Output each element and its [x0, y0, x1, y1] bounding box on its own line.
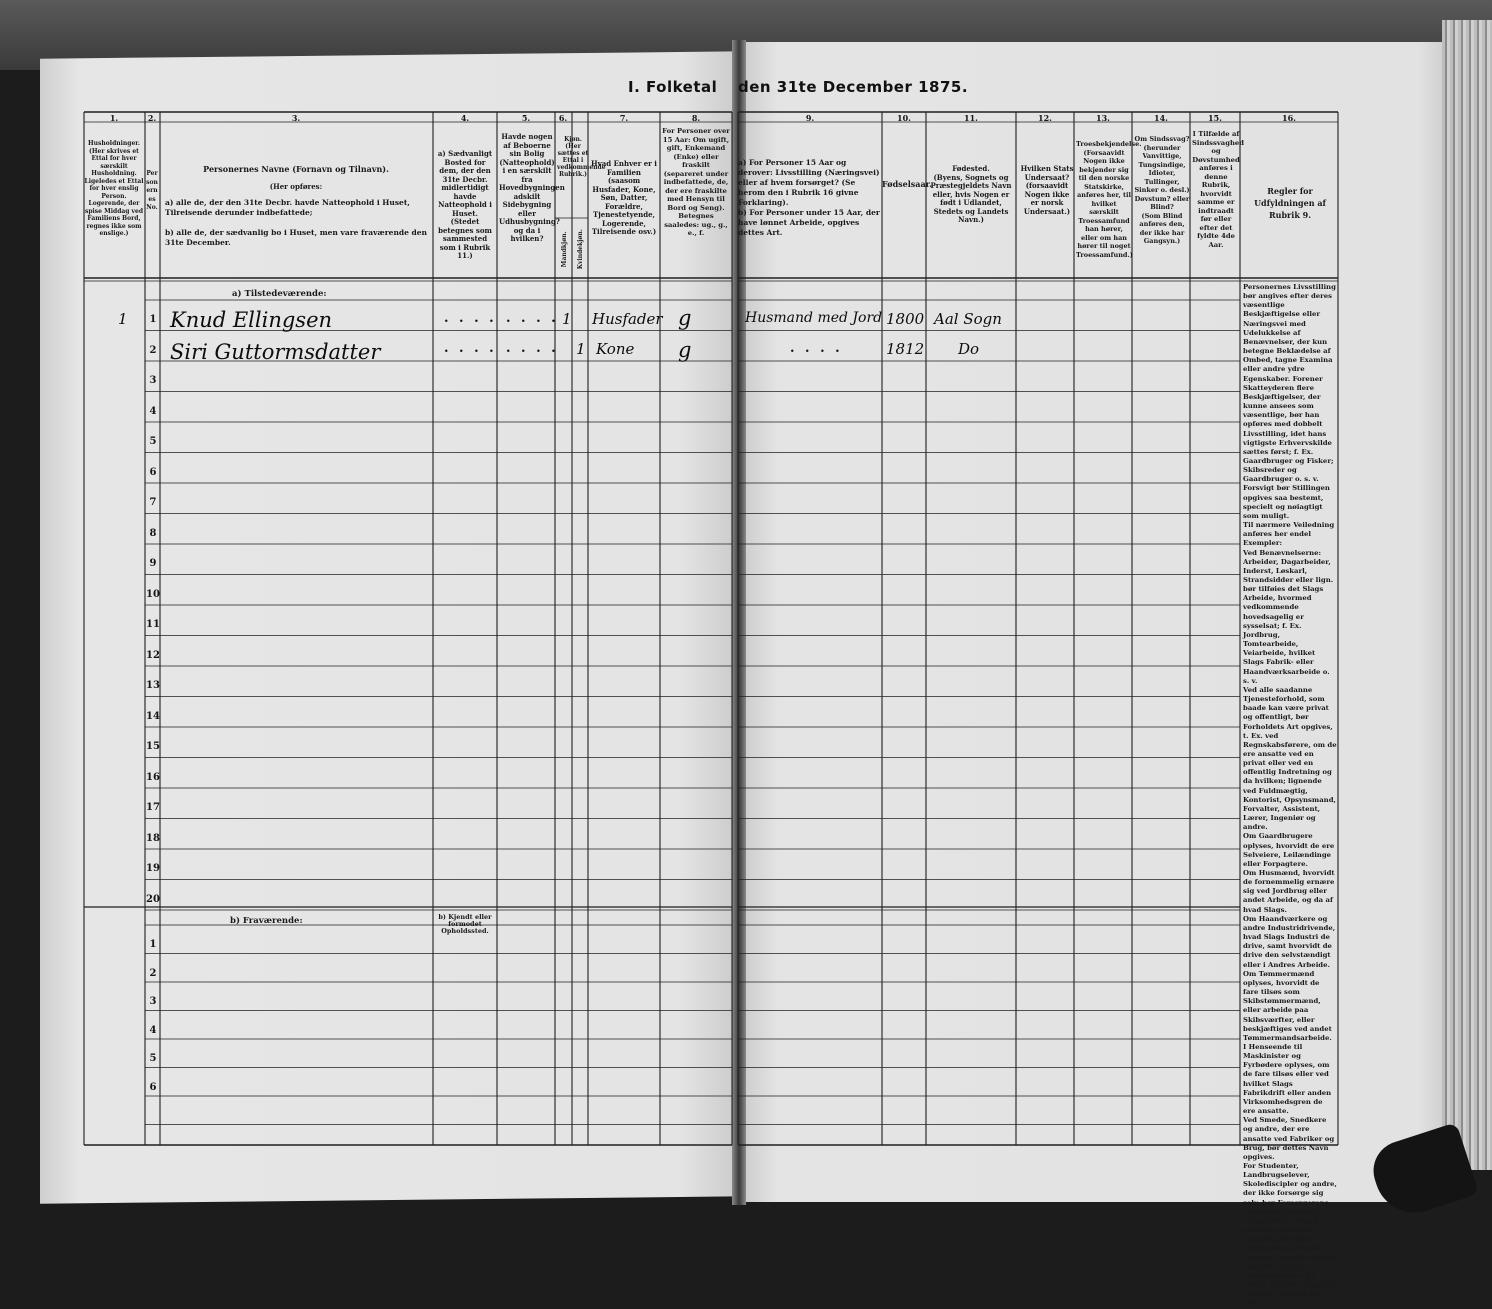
header-birthplace: Fødested. (Byens, Sognets og Præstegjeldets Navn eller, hvis Nogen er født i Udlandet, Stedets og Landets Navn.): [930, 164, 1012, 224]
absent-row-number: 1: [149, 939, 157, 950]
row-number: 18: [146, 832, 160, 844]
header-rules: Regler for Udfyldningen af Rubrik 9.: [1254, 186, 1326, 220]
row-number: 2: [149, 344, 157, 356]
title-right: den 31te December 1875.: [738, 78, 969, 96]
column-number: 8.: [691, 113, 701, 123]
entry-2-occupation: . . . .: [790, 341, 843, 356]
absent-row-number: 6: [149, 1081, 157, 1093]
column-number: 7.: [619, 113, 629, 123]
header-citizenship: Hvilken Stats Undersaat? (forsaavidt Nogen ikke er norsk Undersaat.): [1020, 164, 1074, 216]
header-sex-female: Kvindekjøn.: [576, 229, 584, 270]
entry-2-name: Siri Guttormsdatter: [170, 340, 381, 364]
entry-1-birthplace: Aal Sogn: [934, 310, 1002, 328]
column-number: 16.: [1282, 113, 1296, 123]
row-number: 4: [149, 405, 157, 417]
header-names-a: a) alle de, der den 31te Decbr. havde Natteophold i Huset, Tilreisende derunder indbefattede;: [165, 198, 410, 217]
row-number: 15: [146, 741, 160, 752]
entry-2-birth-year: 1812: [886, 340, 925, 358]
row-number: 10: [146, 588, 160, 600]
row-number: 16: [146, 771, 160, 783]
entry-1-household: 1: [118, 310, 128, 328]
header-names-title: Personernes Navne (Fornavn og Tilnavn).: [203, 164, 389, 174]
entry-2-col5: . . . .: [506, 341, 559, 356]
entry-2-civil: g: [678, 338, 692, 362]
header-occupation: a) For Personer 15 Aar og derover: Livsstilling (Næringsvei) eller af hvem forsørget? (Se herom den i Rubrik 16 givne Forklaring). b) For Personer under 15 Aar, der have lønnet Arbeide, opgives dettes Art.: [738, 158, 880, 237]
header-sex: Kjøn. (Her sættes et Ettal i vedkommende Rubrik.): [557, 136, 606, 178]
column-number: 4.: [460, 113, 470, 123]
entry-1-col5: . . . .: [506, 311, 559, 326]
header-family-role: Hvad Enhver er i Familien (saasom Husfader, Kone, Søn, Datter, Forældre, Tjenestetyende, Logerende, Tilreisende osv.): [591, 159, 657, 236]
entry-1-sex-male: 1: [562, 310, 572, 328]
column-number: 9.: [805, 113, 815, 123]
header-households: Husholdninger. (Her skrives et Ettal for hver særskilt Husholdning. Ligeledes et Ettal for hver enslig Person. Logerende, der spise Middag ved Familiens Bord, regnes ikke som enslige.): [84, 140, 144, 237]
column-number: 13.: [1096, 113, 1110, 123]
section-absent: b) Fraværende:: [230, 916, 303, 926]
row-number: 12: [146, 649, 160, 661]
section-present: a) Tilstedeværende:: [232, 289, 327, 299]
instructions-text: Personernes Livsstilling bør angives efter deres væsentlige Beskjæftigelse eller Næringsvei med Udelukkelse af Benævnelser, der kun betegne Beklædelse af Ombed, tagne Examina eller andre ydre Egenskaber. Forener Skatteyderen flere Beskjæftigelser, der kunne ansees som væsentlige, bør han opføres med dobbelt Livsstilling, idet hans vigtigste Erhvervskilde sættes først; f. Ex. Gaardbruger og Fisker; Skibsreder og Gaardbruger o. s. v. Forsvigt bør Stillingen opgives saa bestemt, specielt og nøiagtigt som muligt. Til nærmere Veiledning anføres her endel Exempler: Ved Benævnelserne: Arbeider, Dagarbeider, Inderst, Løskarl, Strandsidder eller lign. bør tilføies det Slags Arbeide, hvormed vedkommende hovedsagelig er sysselsat; f. Ex. Jordbrug, Tomtearbeide, Veiarbeide, hvilket Slags Fabrik- eller Haandværksarbeide o. s. v. Ved alle saadanne Tjenesteforhold, som baade kan være privat og offentligt, bør Forholdets Art opgives, t. Ex. ved Regnskabsførere, om de ere ansatte ved en privat eller ved en offentlig Indretning og da hvilken; lignende ved Fuldmægtig, Kontorist, Opsynsmand, Forvalter, Assistent, Lærer, Ingeniør og andre. Om Gaardbrugere oplyses, hvorvidt de ere Selveiere, Leilændinge eller Forpagtere. Om Husmænd, hvorvidt de fornemmelig ernære sig ved Jordbrug eller andet Arbeide, og da af hvad Slags. Om Haandværkere og andre Industridrivende, hvad Slags Industri de drive, samt hvorvidt de drive den selvstændigt eller i Andres Arbeide. Om Tømmermænd oplyses, hvorvidt de fare tilsøs som Skibstømmermænd, eller arbeide paa Skibsværfter, eller beskjæftiges ved andet Tømmermandsarbeide. I Henseende til Maskinister og Fyrbødere oplyses, om de fare tilsøs eller ved hvilket Slags Fabrikdrift eller anden Virksomhedsgren de ere ansatte. Ved Smede, Snedkere og andre, der ere ansatte ved Fabriker og Brug, bør dettes Navn opgives. For Studenter, Landbrugselever, Skolediscipler og andre, der ikke forsørge sig selv, bør Forsørgerens Livsstilling opgives, forsaavidt de ikke bo sammen med ham. For dem, der have Fattigunderstøttelse, oplyses, hvorvidt de ere helt eller delvis understøttede og i sidste Tilfælde, hvad de forøvrigt ernære sig ved.: [1243, 283, 1337, 1308]
entry-1-birth-year: 1800: [886, 310, 925, 328]
entry-1-civil: g: [678, 306, 692, 330]
row-number: 19: [146, 863, 160, 874]
column-number: 3.: [291, 113, 301, 123]
absent-row-number: 2: [149, 967, 157, 979]
row-number: 20: [146, 893, 160, 905]
header-onset: I Tilfælde af Sindssvaghed og Døvstumhed anføres i denne Rubrik, hvorvidt samme er indtraadt før eller efter det fyldte 4de Aar.: [1192, 130, 1244, 249]
absent-row-number: 5: [149, 1053, 157, 1064]
header-outbuilding: Havde nogen af Beboerne sin Bolig (Natteophold) i en særskilt fra Hovedbygningen adskilt Sidebygning eller Udhusbygning? og da i hvilken?: [499, 132, 565, 243]
header-sex-male: Mandkjøn.: [560, 231, 568, 268]
absent-row-number: 3: [149, 996, 157, 1007]
entry-1-name: Knud Ellingsen: [170, 308, 333, 332]
entry-2-col4: . . . .: [444, 341, 497, 356]
row-number: 6: [149, 466, 157, 478]
row-number: 14: [146, 710, 160, 722]
entry-2-sex-female: 1: [576, 340, 586, 358]
column-number: 5.: [521, 113, 531, 123]
row-number: 7: [149, 497, 157, 508]
header-civil-status: For Personer over 15 Aar: Om ugift, gift, Enkemand (Enke) eller fraskilt (separeret under indbefattede, de, der ere fraskilte med Hensyn til Bord og Seng). Betegnes saaledes: ug., g., e., f.: [662, 127, 730, 237]
row-number: 1: [149, 314, 157, 325]
row-number: 17: [146, 802, 160, 813]
header-birth-year: Fødselsaar.: [882, 179, 932, 189]
row-number: 5: [149, 436, 157, 447]
entry-2-family: Kone: [596, 340, 635, 358]
row-number: 11: [146, 619, 160, 630]
column-number: 6.: [558, 113, 568, 123]
section-absent-location: b) Kjendt eller formodet Opholdssted.: [438, 913, 492, 935]
title-left: I. Folketal: [628, 78, 718, 96]
column-number: 11.: [964, 113, 978, 123]
header-names-sub: (Her opføres:: [269, 182, 323, 191]
header-religion: Troesbekjendelse. (Forsaavidt Nogen ikke bekjender sig til den norske Statskirke, anføres her, til hvilket særskilt Troessamfund han hører, eller om han hører til noget Troessamfund.): [1076, 140, 1142, 259]
row-number: 3: [149, 375, 157, 386]
row-number: 9: [149, 558, 157, 569]
column-number: 1.: [109, 113, 119, 123]
header-usual-residence: a) Sædvanligt Bosted for dem, der den 31te Decbr. midlertidigt havde Natteophold i Huset. (Stedet betegnes som sammested som i Rubrik 11.): [437, 149, 493, 260]
header-person-no: Personernes No.: [146, 170, 158, 211]
row-number: 13: [146, 680, 160, 691]
column-number: 14.: [1154, 113, 1168, 123]
absent-row-number: 4: [149, 1024, 157, 1036]
header-names-b: b) alle de, der sædvanlig bo i Huset, men vare fraværende den 31te December.: [165, 228, 428, 247]
column-number: 15.: [1208, 113, 1222, 123]
column-number: 2.: [147, 113, 157, 123]
entry-1-occupation: Husmand med Jord: [745, 310, 883, 326]
row-number: 8: [149, 527, 157, 539]
entry-1-col4: . . . .: [444, 311, 497, 326]
column-number: 10.: [897, 113, 911, 123]
entry-2-birthplace: Do: [958, 340, 980, 358]
entry-1-family: Husfader: [592, 310, 663, 328]
header-disability: Om Sindssvag? (herunder Vanvittige, Tungsindige, Idioter, Tullinger, Sinker o. desl.) Døvstum? eller Blind? (Som Blind anføres den, der ikke har Gangsyn.): [1134, 135, 1190, 245]
column-number: 12.: [1038, 113, 1052, 123]
